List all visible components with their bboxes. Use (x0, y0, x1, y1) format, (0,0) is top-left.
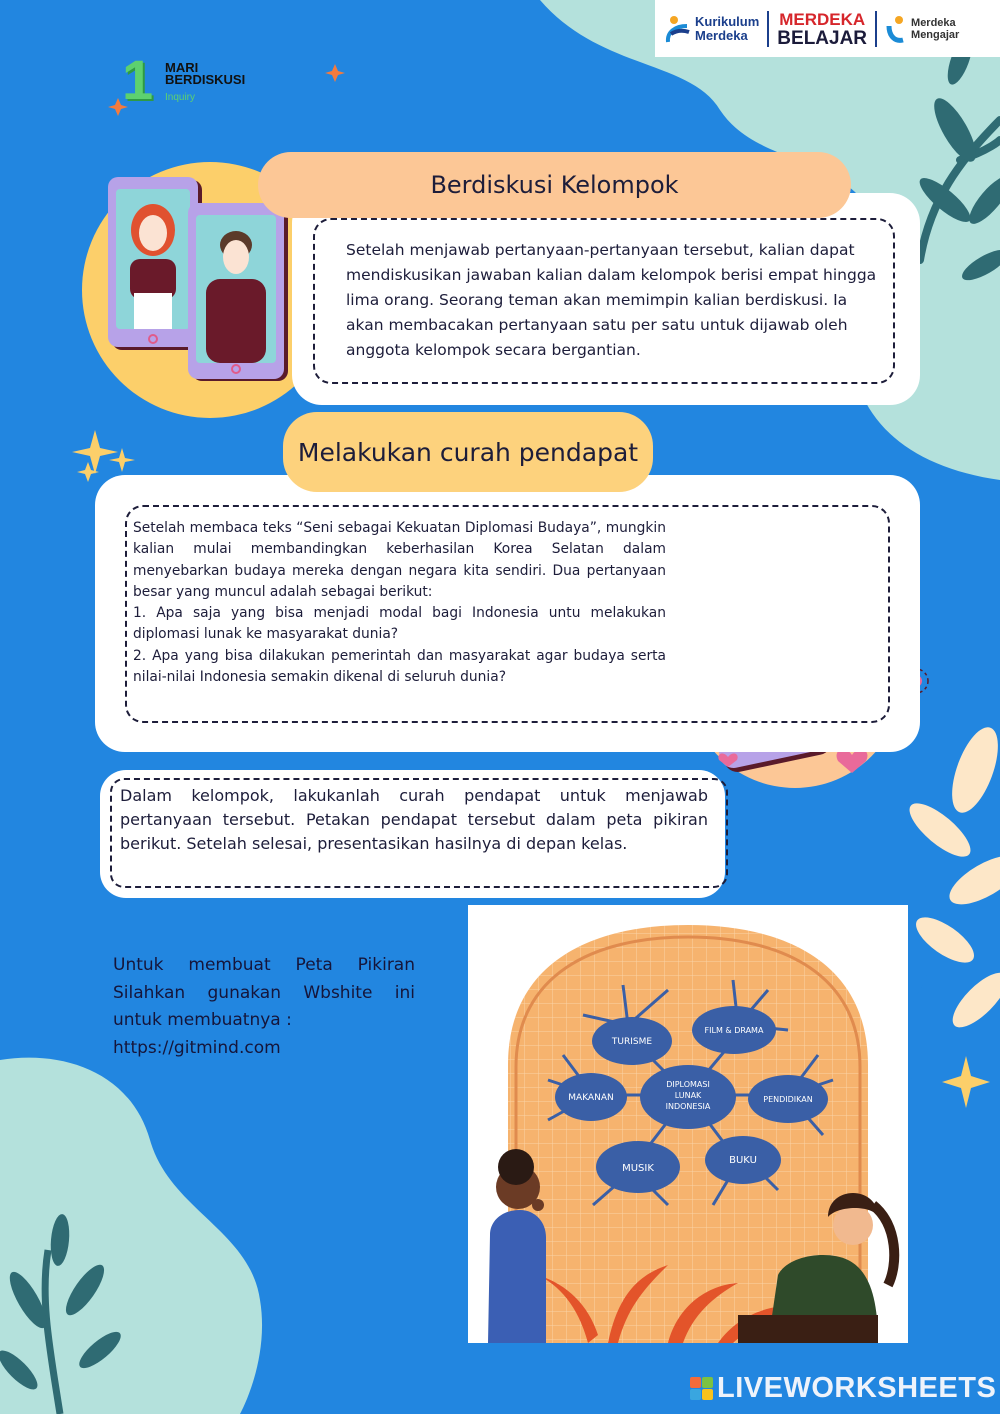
task-instructions: Dalam kelompok, lakukanlah curah pendapat untuk menjawab pertanyaan tersebut. Petakan pendapat tersebut dalam peta pikiran berikut. Setelah selesai, presentasikan hasilnya di depan kelas. (120, 786, 708, 853)
mindmap-center-line2: LUNAK (674, 1091, 702, 1100)
mindmap-drawing (468, 905, 908, 1343)
mengajar-icon (885, 14, 907, 44)
mindmap-node-makanan: MAKANAN (568, 1093, 614, 1103)
liveworksheets-logo-icon (690, 1377, 713, 1400)
section-badge-subtitle: Inquiry (165, 92, 196, 103)
merdeka-mengajar-logo (885, 14, 959, 44)
mindmap-node-turisme: TURISME (611, 1037, 653, 1047)
mindmap-node-film: FILM & DRAMA (704, 1026, 764, 1035)
question-2: 2. Apa yang bisa dilakukan pemerintah dan masyarakat agar budaya serta nilai-nilai Indonesia semakin dikenal di seluruh dunia? (133, 647, 666, 686)
liveworksheets-label: LIVEWORKSHEETS (717, 1372, 997, 1404)
brainstorm-intro: Setelah membaca teks “Seni sebagai Kekuatan Diplomasi Budaya”, mungkin kalian mulai membandingkan keberhasilan Korea Selatan dalam menyebarkan budaya mereka dengan negara kita sendiri. Dua pertanyaan besar yang muncul adalah sebagai berikut: (133, 520, 666, 600)
discussion-instructions: Setelah menjawab pertanyaan-pertanyaan tersebut, kalian dapat mendiskusikan jawaban kalian dalam kelompok berisi empat hingga lima orang. Seorang teman akan memimpin kalian berdiskusi. Ia akan membacakan pertanyaan satu per satu untuk dijawab oleh anggota kelompok secara bergantian. (346, 241, 877, 359)
note-text: Untuk membuat Peta Pikiran Silahkan gunakan Wbshite ini untuk membuatnya : (113, 955, 415, 1030)
mindmap-tool-note (113, 952, 415, 1062)
section-title-curah-pendapat: Melakukan curah pendapat (283, 412, 653, 492)
logo-separator (767, 11, 769, 47)
mindmap-node-musik: MUSIK (622, 1163, 654, 1174)
merdeka-label: MERDEKA (779, 9, 866, 29)
belajar-label: BELAJAR (777, 27, 868, 49)
mindmap-node-buku: BUKU (729, 1155, 757, 1166)
header-logos (655, 0, 1000, 57)
merdeka-belajar-logo (777, 10, 867, 48)
brainstorm-text (133, 518, 666, 688)
kurikulum-label: Kurikulum Merdeka (695, 13, 760, 43)
question-1: 1. Apa saja yang bisa menjadi modal bagi Indonesia untu melakukan diplomasi lunak ke masyarakat dunia? (133, 605, 666, 643)
kurikulum-icon (665, 14, 691, 44)
mengajar-label: Merdeka Mengajar (911, 16, 960, 41)
mindmap-center-line1: DIPLOMASI (666, 1080, 710, 1089)
mindmap-node-pendidikan: PENDIDIKAN (763, 1095, 813, 1104)
kurikulum-merdeka-logo (665, 14, 759, 44)
mindmap-illustration (468, 905, 908, 1343)
section-badge-title: MARI BERDISKUSI (165, 60, 246, 87)
mindmap-center-line3: INDONESIA (665, 1102, 711, 1111)
liveworksheets-brand (690, 1372, 996, 1405)
section-title-berdiskusi: Berdiskusi Kelompok (258, 152, 851, 218)
logo-separator (875, 11, 877, 47)
gitmind-link[interactable]: https://gitmind.com (113, 1037, 281, 1058)
section-number: 1 (122, 48, 154, 111)
